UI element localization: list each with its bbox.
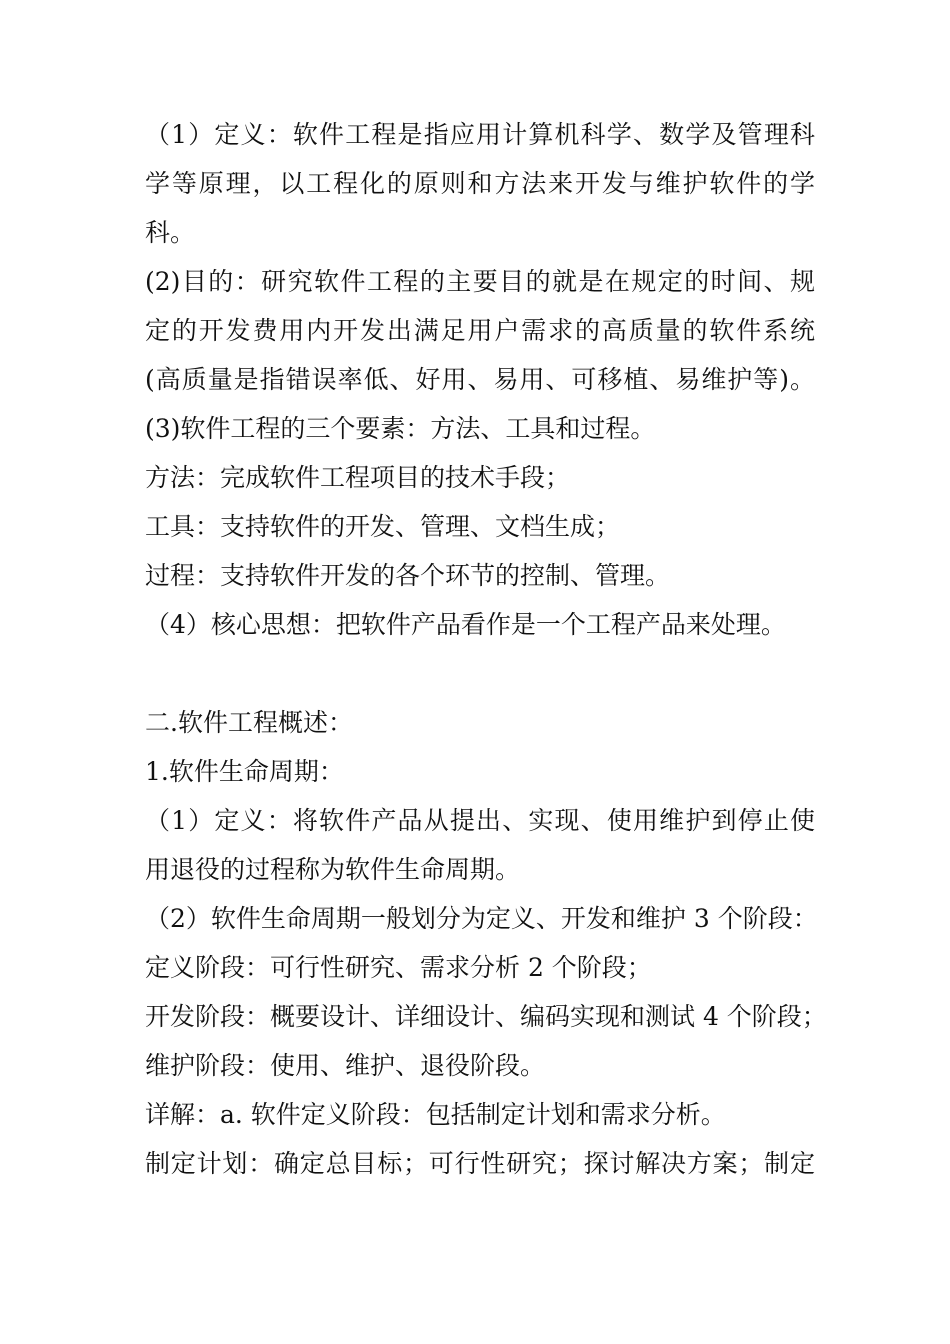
text-line: （2）软件生命周期一般划分为定义、开发和维护 3 个阶段： xyxy=(145,904,818,933)
subsection-heading: 1.软件生命周期： xyxy=(145,757,344,786)
text-line: 制定计划：确定总目标；可行性研究；探讨解决方案；制定 xyxy=(145,1149,815,1178)
text-line: 工具：支持软件的开发、管理、文档生成； xyxy=(145,512,621,541)
text-line: 详解：a. 软件定义阶段：包括制定计划和需求分析。 xyxy=(145,1100,726,1129)
text-line: (高质量是指错误率低、好用、易用、可移植、易维护等)。 xyxy=(145,365,815,394)
text-line: 维护阶段：使用、维护、退役阶段。 xyxy=(145,1051,546,1080)
text-line: 用退役的过程称为软件生命周期。 xyxy=(145,855,521,884)
text-line: 开发阶段：概要设计、详细设计、编码实现和测试 4 个阶段； xyxy=(145,1002,827,1031)
text-line: 方法：完成软件工程项目的技术手段； xyxy=(145,463,571,492)
document-body xyxy=(145,110,827,1188)
text-line: 科。 xyxy=(145,218,196,247)
text-line: 学等原理，以工程化的原则和方法来开发与维护软件的学 xyxy=(145,169,815,198)
text-line: （1）定义：将软件产品从提出、实现、使用维护到停止使 xyxy=(145,806,815,835)
text-line: 定的开发费用内开发出满足用户需求的高质量的软件系统 xyxy=(145,316,815,345)
section-heading: 二.软件工程概述： xyxy=(145,708,353,737)
text-line: 过程：支持软件开发的各个环节的控制、管理。 xyxy=(145,561,671,590)
text-line: （1）定义：软件工程是指应用计算机科学、数学及管理科 xyxy=(145,120,815,149)
text-line: (2)目的：研究软件工程的主要目的就是在规定的时间、规 xyxy=(145,267,815,296)
text-line: （4）核心思想：把软件产品看作是一个工程产品来处理。 xyxy=(145,610,786,639)
text-line: (3)软件工程的三个要素：方法、工具和过程。 xyxy=(145,414,656,443)
text-line: 定义阶段：可行性研究、需求分析 2 个阶段； xyxy=(145,953,652,982)
blank-line xyxy=(145,649,815,698)
